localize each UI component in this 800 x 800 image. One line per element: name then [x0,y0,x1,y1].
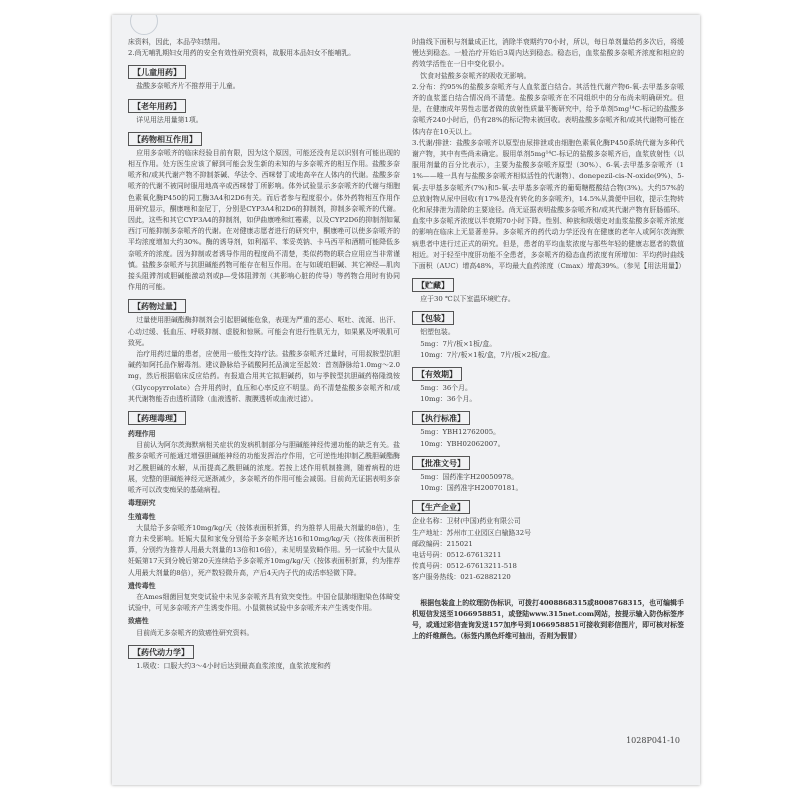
section-title-approval: 【批准文号】 [412,456,470,470]
manufacturer-row: 企业名称：卫材(中国)药业有限公司 [412,517,521,526]
manufacturer-row: 电话号码：0512-67613211 [412,550,502,559]
pk-text: 1.吸收：口服大约3～4小时后达到最高血浆浓度，血浆浓度和药 [136,661,331,670]
validity-line: 10mg：36个月。 [420,395,477,404]
left-column [128,37,400,672]
pk-cont-1: 时曲线下面积与剂量成正比，消除半衰期约70小时，所以，每日单剂量给药多次后，将缓慢达到稳态。一般治疗开始后3周内达到稳态。稳态后，血浆盐酸多奈哌齐浓度和相应的药效学活性在一日中变化很小。 [412,38,684,69]
intro-line-1: 床资料，因此，本品孕妇禁用。 [128,38,225,46]
section-title-elderly: 【老年用药】 [128,99,186,113]
section-title-interactions: 【药物相互作用】 [128,132,202,146]
section-title-storage: 【贮藏】 [412,278,454,292]
section-title-toxicology: 【药理毒理】 [128,411,186,425]
intro-line-2: 2.尚无哺乳期妇女用药的安全有效性研究资料，故服用本品妇女不能哺乳。 [128,49,356,58]
manufacturer-row: 传真号码：0512-67613211-518 [412,562,517,571]
carc-text: 目前尚无多奈哌齐的致癌性研究资料。 [136,628,254,637]
tox-label: 毒理研究 [128,499,156,508]
pk-cont-3: 2.分布：约95%的盐酸多奈哌齐与人血浆蛋白结合。其活性代谢产物6-氧-去甲基多奈哌齐的血浆蛋白结合情况尚不清楚。盐酸多奈哌齐在不同组织中的分布尚未明确研究。但是，在健康成年男性志愿者做的放射性质量平衡研究中，给予单剂5mg¹⁴C-标记的盐酸多奈哌齐240小时后，仍有28%的标记物未被回收。表明盐酸多奈哌齐和/或其代谢物可能在体内存在10天以上。 [412,82,684,136]
package-insert-sheet [112,15,700,785]
right-column [412,37,684,642]
pharm-text: 目前认为阿尔茨海默病相关症状的发病机制部分与胆碱能神经传递功能的缺乏有关。盐酸多奈哌齐可能通过增强胆碱能神经的功能发挥治疗作用，它可逆性地抑制乙酰胆碱酯酶对乙酰胆碱的水解，从而提高乙酰胆碱的浓度。若按上述作用机制推测，随着病程的进展，完整的胆碱能神经元逐渐减少，多奈哌齐的作用可能会减弱。目前尚无证据表明多奈哌齐可以改变痴呆的基础病程。 [128,441,400,495]
storage-text: 应于30 ℃以下室温环境贮存。 [420,295,515,304]
package-line: 5mg：7片/板×1板/盒。 [420,339,497,348]
interactions-text: 应用多奈哌齐的临床经验目前有限，因为这个原因，可能还没有足以识别有可能出现的相互作用。处方医生应该了解到可能会发生新的未知的与多奈哌齐的相互作用。盐酸多奈哌齐和/或其代谢产物不抑制茶碱、华法令、西咪替丁或地高辛在人体内的代谢。盐酸多奈哌齐的代谢不被同时服用地高辛或西咪替丁所影响。体外试验显示多奈哌齐的代谢与细胞色素氧化酶P450的同工酶3A4和2D6有关。而后者参与程度很小。体外药物相互作用作用研究显示，酮康唑和奎尼丁，分别是CYP3A4和2D6的抑制剂，抑制多奈哌齐的代谢。因此，这些和其它CYP3A4的抑制剂，如伊曲康唑和红霉素，以及CYP2D6的抑制剂如氟西汀可能抑制多奈哌齐的代谢。在对健康志愿者进行的研究中，酮康唑可以使多奈哌齐的平均浓度增加大约30%。酶的诱导剂，如利福平、苯妥英钠、卡马西平和酒精可能降低多奈哌齐的浓度。因为抑制或者诱导作用的程度尚不清楚，类似药物的联合应用应当非常谨慎。盐酸多奈哌齐与抗胆碱能药物可能存在相互作用。在与如琥珀胆碱、其它神经—肌肉接头阻滞剂或胆碱能激动剂或β—受体阻滞剂（其影响心脏的传导）等药物合用时有协同作用的可能。 [128,148,400,292]
section-title-package: 【包装】 [412,311,454,325]
children-text: 盐酸多奈哌齐片不推荐用于儿童。 [136,82,240,91]
standard-line: 5mg：YBH12762005。 [420,428,501,437]
repro-text: 大鼠给予多奈哌齐10mg/kg/天（按体表面积折算，约为推荐人用最大剂量的8倍），生育力未受影响。妊娠大鼠和家兔分别给予多奈哌齐达16和10mg/kg/天（按体表面积折算，分别约为推荐人用最大剂量的13倍和16倍），未见明显致畸作用。另一试验中大鼠从妊娠第17天到分娩后第20天连续给予多奈哌齐10mg/kg/天（按体表面积折算，约为推荐人用最大剂量的8倍），死产数轻微升高，产后4天内子代的成活率轻微下降。 [128,523,400,577]
standard-line: 10mg：YBH02062007。 [420,439,505,448]
section-title-validity: 【有效期】 [412,367,462,381]
elderly-text: 详见用法用量第1项。 [136,115,203,124]
pharm-label: 药理作用 [128,430,156,439]
section-title-standard: 【执行标准】 [412,411,470,425]
pk-cont-4: 3.代谢/排泄：盐酸多奈哌齐以原型由尿排泄或由细胞色素氧化酶P450系统代谢为多种代谢产物，其中有些尚未确定。服用单剂5mg¹⁴C-标记的盐酸多奈哌齐后，血浆放射性（以服用剂量的百分比表示），主要为盐酸多奈哌齐原型（30%）、6-氧-去甲基多奈哌齐（11%——唯一具有与盐酸多奈哌齐相似活性的代谢物）、donepezil-cis-N-oxide(9%)、5-氧-去甲基多奈哌齐(7%)和5-氧-去甲基多奈哌齐的葡萄糖醛酸结合物(3%)。大约57%的总放射物从尿中回收(有17%是没有转化的多奈哌齐)，14.5%从粪便中回收，提示生物转化和尿排泄为清除的主要途径。尚无证据表明盐酸多奈哌齐和/或其代谢产物有肝肠循环。血浆中多奈哌齐浓度以半衰期70小时下降。性别、种族和吸烟史对血浆盐酸多奈哌齐浓度的影响在临床上无显著差异。多奈哌齐的药代动力学还没有在健康的老年人或阿尔茨海默病患者中进行过正式的研究。但是，患者的平均血浆浓度与那些年轻的健康志愿者的数值相近。对于轻至中度肝功能不全患者，多奈哌齐的稳态血药浓度有所增加：平均药时曲线下面积（AUC）增高48%，平均最大血药浓度（Cmax）增高39%。（参见【用法用量】） [412,138,686,271]
anti-counterfeit-notice: 根据包装盒上的纹理防伪标识，可拨打4008868315或8008768315，也可编辑手机短信发送至1066958851，或登陆www.315net.com网站，按提示输入防伪标签序号，或通过彩信查询发送157加序号到1066958851可接收到彩信图片，即可核对标签上的纤维颜色。（标签内黑色纤维可抽出，否则为假冒） [412,598,684,641]
approval-line: 10mg：国药准字H20070181。 [420,484,523,493]
section-title-pk: 【药代动力学】 [128,645,194,659]
pk-cont-2: 饮食对盐酸多奈哌齐的吸收无影响。 [420,71,531,80]
validity-line: 5mg：36个月。 [420,384,472,393]
manufacturer-row: 邮政编码：215021 [412,539,473,548]
document-code: 1028P041-10 [626,736,680,745]
seal-stamp [130,15,158,35]
repro-label: 生殖毒性 [128,512,156,521]
geno-text: 在Ames细菌回复突变试验中未见多奈哌齐具有致突变性。中国仓鼠肺细胞染色体畸变试验中，可见多奈哌齐产生诱变作用。小鼠微核试验中多奈哌齐未产生诱变作用。 [128,592,400,613]
section-title-manufacturer: 【生产企业】 [412,500,470,514]
package-line: 10mg：7片/板×1板/盒，7片/板×2板/盒。 [420,350,555,359]
approval-line: 5mg：国药准字H20050978。 [420,472,519,481]
package-line: 铝塑包装。 [420,328,455,337]
manufacturer-row: 生产地址：苏州市工业园区白榆路32号 [412,528,532,537]
geno-label: 遗传毒性 [128,581,156,590]
overdose-text-1: 过量使用胆碱酯酶抑制剂会引起胆碱能危象，表现为严重的恶心、呕吐、流涎、出汗、心动过缓、低血压、呼吸抑制、虚脱和惊厥。可能会有进行性肌无力，如果累及呼吸肌可致死。 [128,316,400,347]
section-title-overdose: 【药物过量】 [128,299,186,313]
section-title-children: 【儿童用药】 [128,65,186,79]
manufacturer-row: 客户服务热线：021-62882120 [412,573,511,582]
overdose-text-2: 治疗用药过量的患者，应使用一般性支持疗法。盐酸多奈哌齐过量时，可用叔胺型抗胆碱药如阿托品作解毒剂。建议静脉给予硫酸阿托品滴定至起效：首剂静脉给1.0mg～2.0mg，然后根据临床反应给药。有报道合用其它拟胆碱药，如与季胺型抗胆碱药格隆溴铵（Glycopyrrolate）合并用药时，血压和心率反应不明显。尚不清楚盐酸多奈哌齐和/或其代谢物能否由透析清除（血液透析、腹膜透析或血液过滤）。 [128,350,400,403]
carc-label: 致癌性 [128,617,149,626]
